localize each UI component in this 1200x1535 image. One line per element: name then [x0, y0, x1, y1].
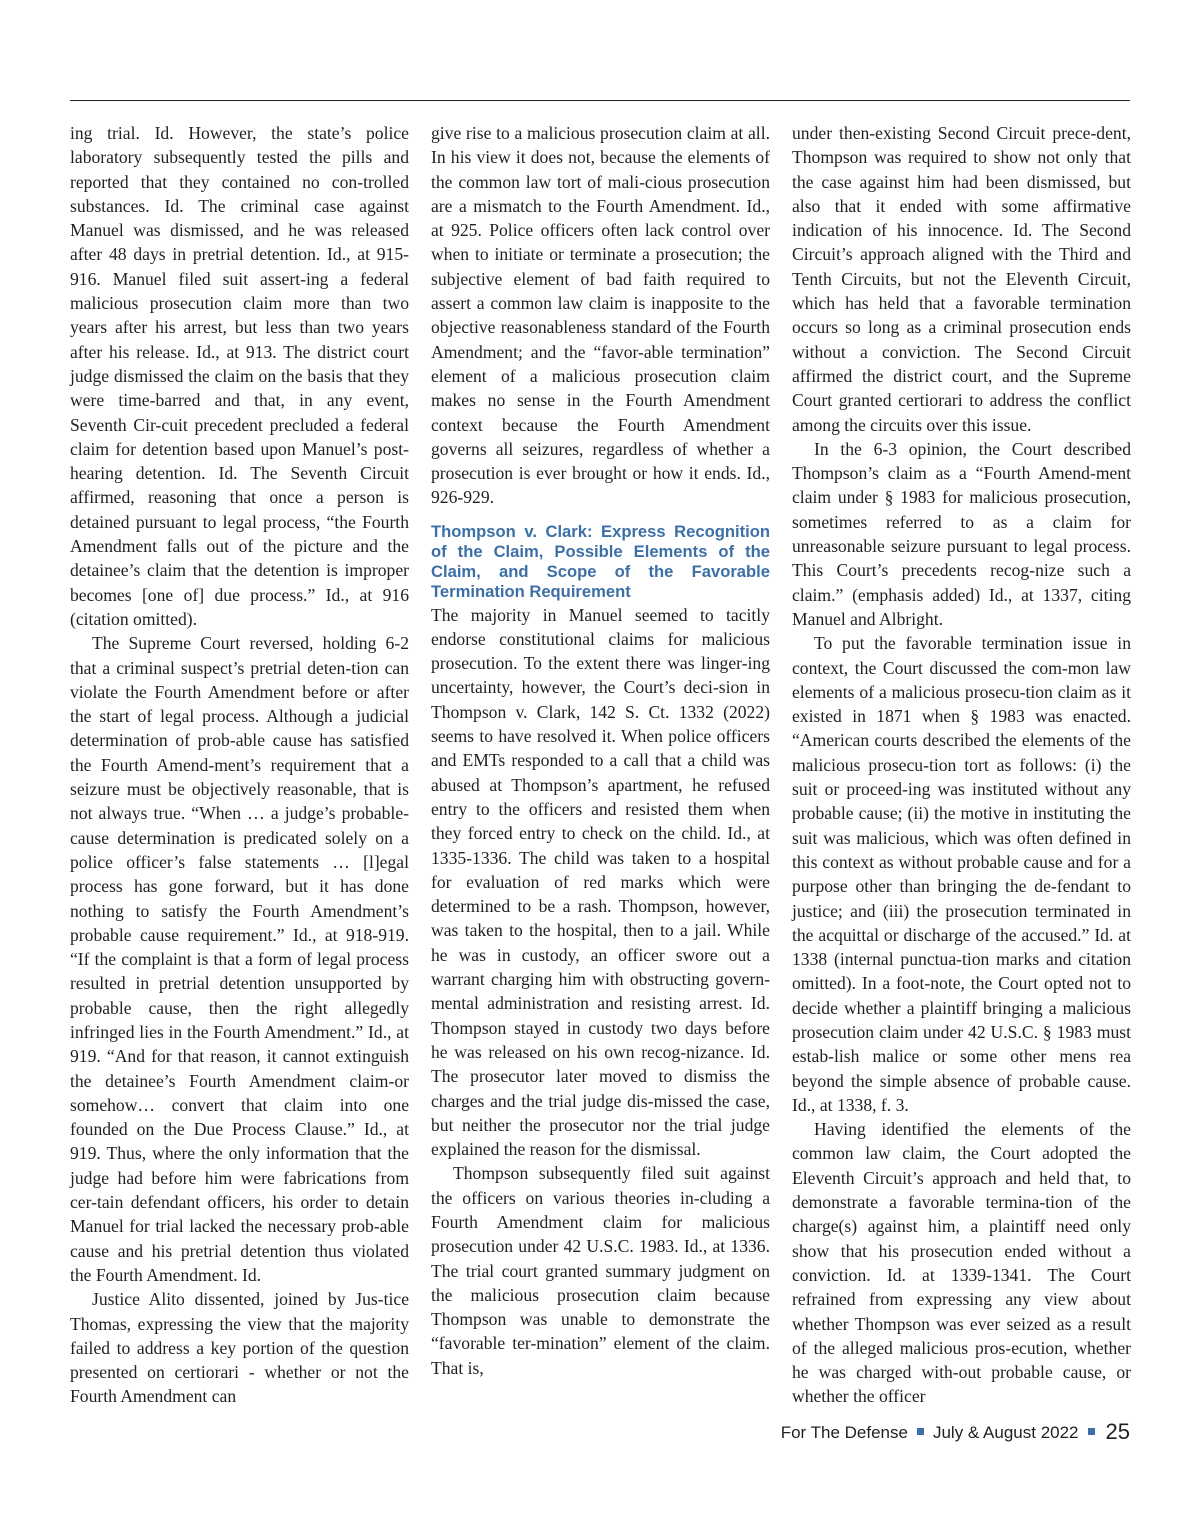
page-footer — [781, 1419, 1130, 1445]
paragraph: Having identified the elements of the common law claim, the Court adopted the Eleventh Circuit’s approach and held that, to demonstrate a favorable termina-tion of the charge(s) against him, a plaintiff need only show that his prosecution ended without a conviction. Id. at 1339-1341. The Court refrained from expressing any view about whether Thompson was ever seized as a result of the alleged malicious pros-ecution, whether he was charged with-out probable cause, or whether the officer — [792, 1119, 1131, 1407]
paragraph: under then-existing Second Circuit prece-dent, Thompson was required to show not only that the case against him had been dismissed, but also that it ended with some affirmative indication of his innocence. Id. The Second Circuit’s approach aligned with the Third and Tenth Circuits, but not the Eleventh Circuit, which has held that a favorable termination occurs so long as a criminal prosecution ends without a conviction. The Second Circuit affirmed the district court, and the Supreme Court granted certiorari to address the conflict among the circuits over this issue. — [792, 123, 1131, 435]
page-number: 25 — [1105, 1419, 1130, 1444]
paragraph: ing trial. Id. However, the state’s police laboratory subsequently tested the pills and reported that they contained no con-trolled substances. Id. The criminal case against Manuel was dismissed, and he was released after 48 days in pretrial detention. Id., at 915-916. Manuel filed suit assert-ing a federal malicious prosecution claim more than two years after his arrest, but less than two years after his release. Id., at 913. The district court judge dismissed the claim on the basis that they were time-barred and that, in any event, Seventh Cir-cuit precedent precluded a federal claim for detention based upon Manuel’s post-hearing detention. Id. The Seventh Circuit affirmed, reasoning that once a person is detained pursuant to legal process, “the Fourth Amendment falls out of the picture and the detainee’s claim that the detention is improper becomes [one of] due process.” Id., at 916 (citation omitted). — [70, 123, 409, 629]
paragraph: give rise to a malicious prosecution claim at all. In his view it does not, because the elements of the common law tort of mali-cious prosecution are a mismatch to the Fourth Amendment. Id., at 925. Police officers often lack control over when to initiate or terminate a prosecution; the subjective element of bad faith required to assert a common law claim is inapposite to the objective reasonableness standard of the Fourth Amendment; and the “favor-able termination” element of a malicious prosecution claim makes no sense in the Fourth Amendment context because the Fourth Amendment governs all seizures, regardless of whether a prosecution is ever brought or how it ends. Id., 926-929. — [431, 123, 770, 508]
paragraph: The Supreme Court reversed, holding 6-2 that a criminal suspect’s pretrial deten-tion can violate the Fourth Amendment before or after the start of legal process. Although a judicial determination of prob-able cause has satisfied the Fourth Amend-ment’s requirement that a seizure must be objectively reasonable, that is not always true. “When … a judge’s probable-cause determination is predicated solely on a police officer’s false statements … [l]egal process has gone forward, but it has done nothing to satisfy the Fourth Amendment’s probable cause requirement.” Id., at 918-919. “If the complaint is that a form of legal process resulted in pretrial detention unsupported by probable cause, then the right allegedly infringed lies in the Fourth Amendment.” Id., at 919. “And for that reason, it cannot extinguish the detainee’s Fourth Amendment claim-or somehow… convert that claim into one founded on the Due Process Clause.” Id., at 919. Thus, where the only information that the judge had before him were fabrications from cer-tain defendant officers, his order to detain Manuel for trial lacked the necessary prob-able cause and his pretrial detention thus violated the Fourth Amendment. Id. — [70, 633, 409, 1285]
paragraph: In the 6-3 opinion, the Court described Thompson’s claim as a “Fourth Amend-ment claim under § 1983 for malicious prosecution, sometimes referred to as a claim for unreasonable seizure pursuant to legal process. This Court’s precedents recog-nize such a claim.” (emphasis added) Id., at 1337, citing Manuel and Albright. — [792, 438, 1131, 629]
publication-name: For The Defense — [780, 1423, 908, 1442]
paragraph: Thompson subsequently filed suit against the officers on various theories in-cluding a Fourth Amendment claim for malicious prosecution under 42 U.S.C. 1983. Id., at 1336. The trial court granted summary judgment on the malicious prosecution claim because Thompson was unable to demonstrate the “favorable ter-mination” element of the claim. That is, — [431, 1163, 770, 1378]
column-2 — [431, 121, 770, 1380]
paragraph: The majority in Manuel seemed to tacitly endorse constitutional claims for malicious prosecution. To the extent there was linger-ing uncertainty, however, the Court’s deci-sion in Thompson v. Clark, 142 S. Ct. 1332 (2022) seems to have resolved it. When police officers and EMTs responded to a call that a child was abused at Thompson’s apartment, he refused entry to the officers and resisted them when they forced entry to check on the child. Id., at 1335-1336. The child was taken to a hospital for evaluation of red marks which were determined to be a rash. Thompson, however, was taken to the hospital, then to a jail. While he was in custody, an officer swore out a warrant charging him with obstructing govern-mental administration and resisting arrest. Id. Thompson stayed in custody two days before he was released on his own recog-nizance. Id. The prosecutor later moved to dismiss the charges and the trial judge dis-missed the case, but neither the prosecutor nor the trial judge explained the reason for the dismissal. — [431, 604, 770, 1160]
header-rule — [70, 100, 1130, 101]
separator-square-icon — [1088, 1428, 1095, 1435]
section-heading: Thompson v. Clark: Express Recognition of the Claim, Possible Elements of the Claim, and Scope of the Favorable Termination Requirement — [431, 521, 770, 602]
column-3 — [792, 121, 1131, 1409]
issue-date: July & August 2022 — [932, 1423, 1079, 1442]
column-1 — [70, 121, 409, 1409]
separator-square-icon — [917, 1428, 924, 1435]
paragraph: Justice Alito dissented, joined by Jus-tice Thomas, expressing the view that the majority failed to address a key portion of the question presented on certiorari - whether or not the Fourth Amendment can — [70, 1289, 409, 1407]
paragraph: To put the favorable termination issue in context, the Court discussed the com-mon law elements of a malicious prosecu-tion claim as it existed in 1871 when § 1983 was enacted. “American courts described the elements of the malicious prosecu-tion tort as follows: (i) the suit or proceed-ing was instituted without any probable cause; (ii) the motive in instituting the suit was malicious, which was often defined in this context as without probable cause and for a purpose other than bringing the de-fendant to justice; and (iii) the prosecution terminated in the acquittal or discharge of the accused.” Id. at 1338 (internal punctua-tion marks and citation omitted). In a foot-note, the Court opted not to decide whether a plaintiff bringing a malicious prosecution claim under 42 U.S.C. § 1983 must estab-lish malice or some other mens rea beyond the simple absence of probable cause. Id., at 1338, f. 3. — [792, 633, 1131, 1115]
